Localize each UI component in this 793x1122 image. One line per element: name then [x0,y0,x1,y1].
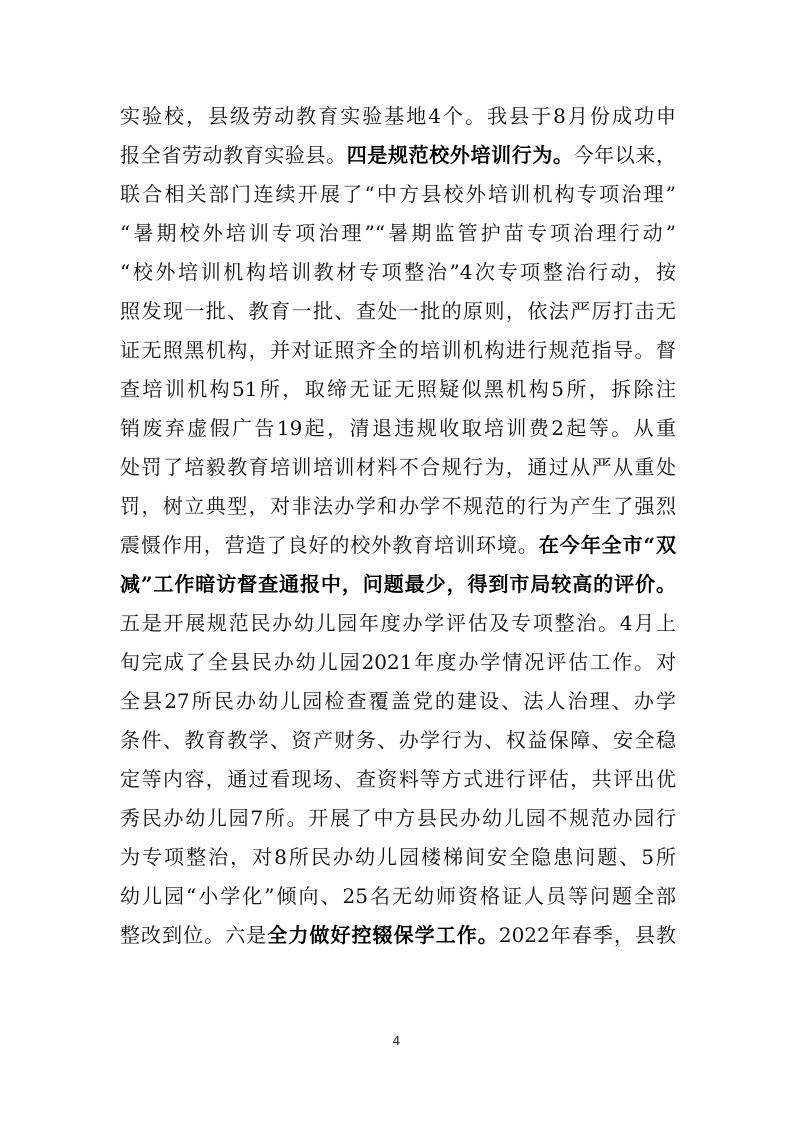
text-line [120,643,676,682]
text-segment: 查培训机构51所，取缔无证无照疑似黑机构5所，拆除注 [120,377,676,401]
text-line [120,175,676,214]
text-segment: 证无照黑机构，并对证照齐全的培训机构进行规范指导。督 [120,338,676,362]
text-line [120,97,676,136]
text-line [120,292,676,331]
text-segment: 照发现一批、教育一批、查处一批的原则，依法严厉打击无 [120,299,676,323]
text-segment: 实验校，县级劳动教育实验基地4个。我县于8月份成功申 [120,104,676,128]
text-segment: 旬完成了全县民办幼儿园2021年度办学情况评估工作。对 [120,650,676,674]
text-line [120,253,676,292]
page-number: 4 [392,1034,401,1048]
bold-heading-segment: 全力做好控辍保学工作。 [267,923,499,947]
text-segment: 震慑作用，营造了良好的校外教育培训环境。 [120,533,539,557]
text-segment: 全县27所民办幼儿园检查覆盖党的建设、法人治理、办学 [120,689,676,713]
text-segment: 条件、教育教学、资产财务、办学行为、权益保障、安全稳 [120,728,676,752]
text-line [120,448,676,487]
text-line [120,760,676,799]
text-line [120,331,676,370]
bold-highlight-segment: 在今年全市“双 [538,533,676,557]
text-segment: 五是开展规范民办幼儿园年度办学评估及专项整治。4月上 [120,611,676,635]
text-line [120,799,676,838]
text-segment: “暑期校外培训专项治理”“暑期监管护苗专项治理行动” [120,221,676,245]
text-segment: 罚，树立典型，对非法办学和办学不规范的行为产生了强烈 [120,494,676,518]
text-segment: 幼儿园“小学化”倾向、25名无幼师资格证人员等问题全部 [120,884,676,908]
text-segment: 2022年春季，县教 [498,923,676,947]
body-text [120,97,676,955]
text-line [120,526,676,565]
text-segment: 秀民办幼儿园7所。开展了中方县民办幼儿园不规范办园行 [120,806,676,830]
text-line [120,721,676,760]
text-line [120,370,676,409]
text-segment: 销废弃虚假广告19起，清退违规收取培训费2起等。从重 [120,416,676,440]
text-line [120,214,676,253]
bold-heading-segment: 四是规范校外培训行为。 [346,143,574,167]
text-line [120,877,676,916]
text-line [120,916,676,955]
text-line [120,136,676,175]
text-segment: 报全省劳动教育实验县。 [120,143,347,167]
text-line [120,565,676,604]
bold-highlight-segment: 减”工作暗访督查通报中，问题最少，得到市局较高的评价。 [120,572,676,596]
text-line [120,682,676,721]
text-line [120,604,676,643]
text-segment: 今年以来， [573,143,676,167]
text-segment: “校外培训机构培训教材专项整治”4次专项整治行动，按 [120,260,676,284]
text-line [120,838,676,877]
text-segment: 定等内容，通过看现场、查资料等方式进行评估，共评出优 [120,767,676,791]
text-segment: 处罚了培毅教育培训培训材料不合规行为，通过从严从重处 [120,455,676,479]
text-line [120,409,676,448]
text-line [120,487,676,526]
text-segment: 联合相关部门连续开展了“中方县校外培训机构专项治理” [120,182,676,206]
text-segment: 整改到位。六是 [120,923,268,947]
text-segment: 为专项整治，对8所民办幼儿园楼梯间安全隐患问题、5所 [120,845,676,869]
